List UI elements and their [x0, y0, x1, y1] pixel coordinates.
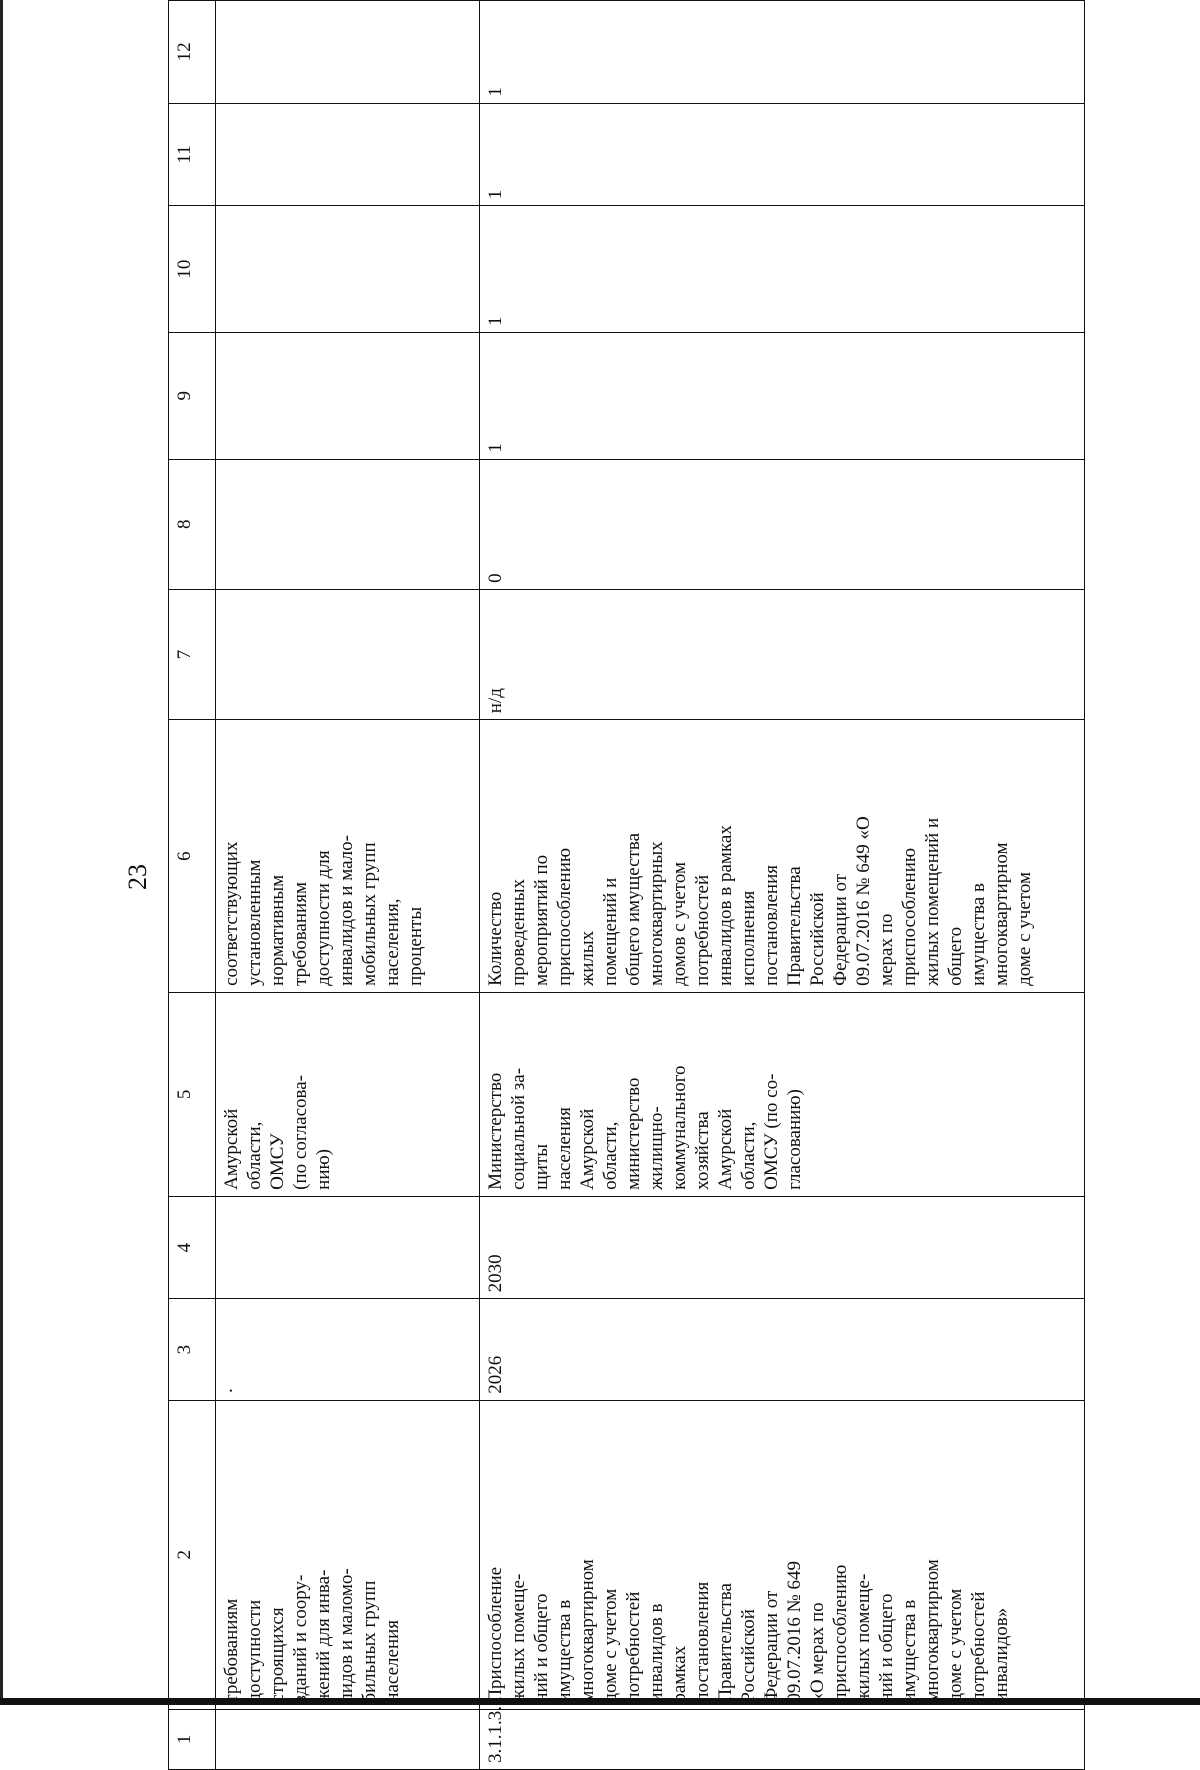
- row2-col11: 1: [480, 103, 1085, 206]
- header-cell-6: 6: [169, 720, 216, 993]
- header-cell-3: 3: [169, 1299, 216, 1400]
- header-cell-1: 1: [169, 1709, 216, 1769]
- header-cell-9: 9: [169, 332, 216, 459]
- row1-executor: Амурской области, ОМСУ (по согласова- нию): [216, 992, 480, 1196]
- header-cell-4: 4: [169, 1196, 216, 1299]
- row2-col10: 1: [480, 206, 1085, 333]
- row1-end-year: [216, 1196, 480, 1299]
- row1-number: [216, 1709, 480, 1769]
- header-cell-5: 5: [169, 992, 216, 1196]
- row1-event-name: требованиям доступности строящихся зданий и соору- жений для инва- лидов и маломо- бильных групп населения: [216, 1400, 480, 1709]
- row2-indicator: Количество проведенных мероприятий по приспособлению жилых помещений и общего имущества многоквартирных домов с учетом потребностей инвалидов в рамках исполнения постановления Правительства Российской Федерации от 09.07.2016 № 649 «О мерах по приспособлению жилых помещений и общего имущества в многоквартирном доме с учетом: [480, 720, 1085, 993]
- header-cell-10: 10: [169, 206, 216, 333]
- row2-end-year: 2030: [480, 1196, 1085, 1299]
- row2-number: 3.1.1.3.: [480, 1709, 1085, 1769]
- row1-col8: [216, 459, 480, 589]
- row1-col9: [216, 332, 480, 459]
- row2-col9: 1: [480, 332, 1085, 459]
- row2-start-year: 2026: [480, 1299, 1085, 1400]
- row1-col10: [216, 206, 480, 333]
- row2-col7: н/д: [480, 589, 1085, 719]
- header-cell-12: 12: [169, 1, 216, 104]
- row2-col8: 0: [480, 459, 1085, 589]
- table-row: [480, 1, 1085, 1770]
- table-row: [216, 1, 480, 1770]
- row1-col12: [216, 1, 480, 104]
- page-number: 23: [123, 864, 152, 890]
- rotated-table-container: [168, 0, 1128, 1770]
- header-row: [169, 1, 216, 1770]
- row2-event-name: Приспособление жилых помеще- ний и общего имущества в многоквартирном доме с учетом потребностей инвалидов в рамках постановления Правительства Российской Федерации от 09.07.2016 № 649 «О мерах по приспособлению жилых помеще- ний и общего имущества в многоквартирном доме с учетом потребностей инвалидов»: [480, 1400, 1085, 1709]
- row2-col12: 1: [480, 1, 1085, 104]
- row1-start-year: ·: [216, 1299, 480, 1400]
- program-table: [168, 0, 1085, 1770]
- header-cell-7: 7: [169, 589, 216, 719]
- header-cell-2: 2: [169, 1400, 216, 1709]
- row2-executor: Министерство социальной за- щиты населения Амурской области, министерство жилищно- коммунального хозяйства Амурской области, ОМСУ (по со- гласованию): [480, 992, 1085, 1196]
- header-cell-11: 11: [169, 103, 216, 206]
- row1-col11: [216, 103, 480, 206]
- row1-col7: [216, 589, 480, 719]
- row1-indicator: соответствующих установленным нормативным требованиям доступности для инвалидов и мало- мобильных групп населения, проценты: [216, 720, 480, 993]
- scan-edge-left: [0, 0, 3, 1705]
- header-cell-8: 8: [169, 459, 216, 589]
